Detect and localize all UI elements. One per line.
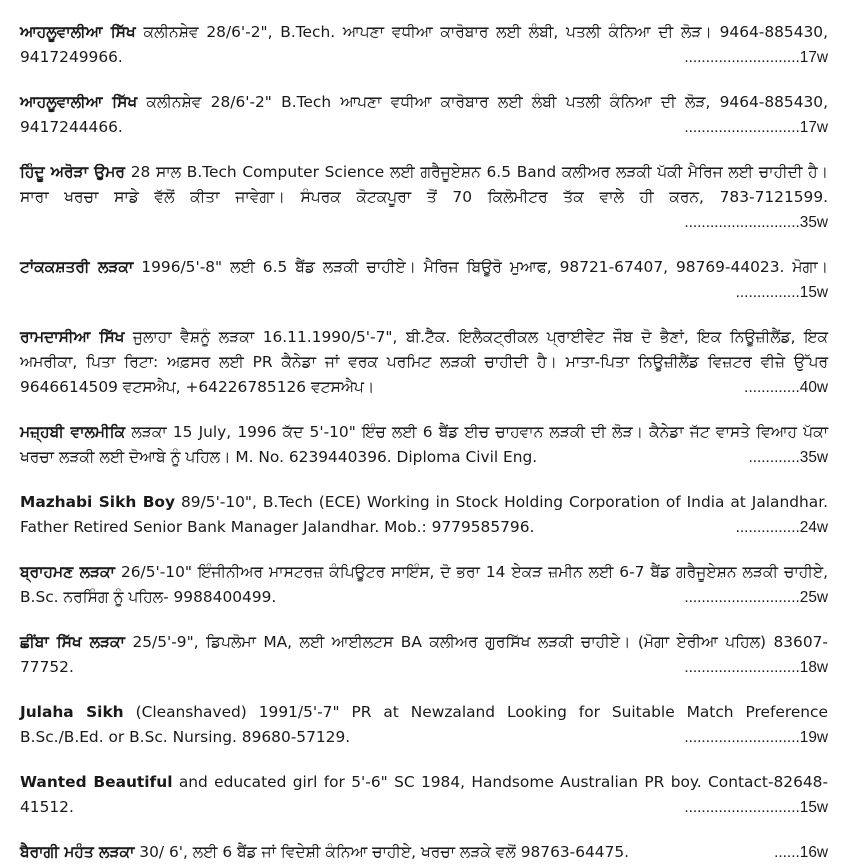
ad-text: 26/5'-10" ਇੰਜੀਨੀਅਰ ਮਾਸਟਰਜ਼ ਕੰਪਿਊਟਰ ਸਾਇੰਸ, ਦੋ ਭਰਾ 14 ਏਕੜ ਜ਼ਮੀਨ ਲਈ 6-7 ਬੈਂਡ ਗਰੈਜੂਏਸ਼ਨ ਲੜਕੀ ਚਾਹੀਏ, B.Sc. ਨਰਸਿੰਗ ਨੂੰ ਪਹਿਲ- 9988400499. [20, 563, 829, 606]
ad-word-count: ...........................19w [678, 725, 828, 750]
ad-text: ਕਲੀਨਸ਼ੇਵ 28/6'-2", B.Tech. ਆਪਣਾ ਵਧੀਆ ਕਾਰੋਬਾਰ ਲਈ ਲੰਬੀ, ਪਤਲੀ ਕੰਨਿਆ ਦੀ ਲੋੜ। 9464-885430, 9417249966. [20, 23, 828, 66]
ad-heading: ਰਾਮਦਾਸੀਆ ਸਿੱਖ [20, 328, 125, 346]
classified-ad [20, 90, 828, 140]
ad-heading: ਆਹਲੂਵਾਲੀਆ ਸਿੱਖ [20, 23, 136, 41]
ad-word-count: ...........................35w [678, 210, 828, 235]
ad-word-count: ...........................18w [678, 655, 828, 680]
ad-heading: Wanted Beautiful [20, 773, 173, 791]
ad-text: and educated girl for 5'-6" SC 1984, Handsome Australian PR boy. Contact-82648-41512. [20, 773, 829, 816]
ad-heading: ਛੀਂਬਾ ਸਿੱਖ ਲੜਕਾ [20, 633, 125, 651]
classified-ad [20, 420, 828, 470]
ad-text: 28 ਸਾਲ B.Tech Computer Science ਲਈ ਗਰੈਜੂਏਸ਼ਨ 6.5 Band ਕਲੀਅਰ ਲੜਕੀ ਪੱਕੀ ਮੈਰਿਜ ਲਈ ਚਾਹੀਦੀ ਹੈ। ਸਾਰਾ ਖਰਚਾ ਸਾਡੇ ਵੱਲੋਂ ਕੀਤਾ ਜਾਵੇਗਾ। ਸੰਪਰਕ ਕੋਟਕਪੂਰਾ ਤੋਂ 70 ਕਿਲੋਮੀਟਰ ਤੱਕ ਵਾਲੇ ਹੀ ਕਰਨ, 783-7121599. [20, 163, 829, 206]
classified-ad [20, 490, 828, 540]
ad-heading: ਹਿੰਦੂ ਅਰੋੜਾ ਉਮਰ [20, 163, 125, 181]
classified-ad [20, 255, 828, 305]
ad-heading: Julaha Sikh [20, 703, 124, 721]
ad-heading: ਬੈਰਾਗੀ ਮਹੰਤ ਲੜਕਾ [20, 843, 135, 861]
classified-ad [20, 325, 828, 400]
ad-heading: Mazhabi Sikh Boy [20, 493, 176, 511]
ad-heading: ਬ੍ਰਾਹਮਣ ਲੜਕਾ [20, 563, 115, 581]
ad-heading: ਟਾਂਕਕਸ਼ਤਰੀ ਲੜਕਾ [20, 258, 134, 276]
classified-ad [20, 700, 828, 750]
ad-word-count: ............35w [742, 445, 828, 470]
ad-word-count: ...............15w [730, 280, 828, 305]
classified-ad [20, 770, 828, 820]
ad-heading: ਆਹਲੂਵਾਲੀਆ ਸਿੱਖ [20, 93, 138, 111]
ad-word-count: ...............24w [730, 515, 828, 540]
ad-text: ਜੁਲਾਹਾ ਵੈਸ਼ਨੂੰ ਲੜਕਾ 16.11.1990/5'-7", ਬੀ.ਟੈੱਕ. ਇਲੈਕਟ੍ਰੀਕਲ ਪ੍ਰਾਈਵੇਟ ਜੌਬ ਦੋ ਭੈਣਾਂ, ਇਕ ਨਿਊਜ਼ੀਲੈਂਡ, ਇਕ ਅਮਰੀਕਾ, ਪਿਤਾ ਰਿਟਾ: ਅਫ਼ਸਰ ਲਈ PR ਕੈਨੇਡਾ ਜਾਂ ਵਰਕ ਪਰਮਿਟ ਲੜਕੀ ਚਾਹੀਦੀ ਹੈ। ਮਾਤਾ-ਪਿਤਾ ਨਿਊਜ਼ੀਲੈਂਡ ਵਿਜ਼ਟਰ ਵੀਜ਼ੇ ਉੱਪਰ 9646614509 ਵਟਸਐਪ, +64226785126 ਵਟਸਐਪ। [20, 328, 828, 396]
classified-ad [20, 560, 828, 610]
ad-word-count: ...........................15w [678, 795, 828, 820]
ad-text: ਲੜਕਾ 15 July, 1996 ਕੱਦ 5'-10" ਇੰਚ ਲਈ 6 ਬੈਂਡ ਈਚ ਚਾਹਵਾਨ ਲੜਕੀ ਦੀ ਲੋੜ। ਕੈਨੇਡਾ ਜੱਟ ਵਾਸਤੇ ਵਿਆਹ ਪੱਕਾ ਖਰਚਾ ਲੜਕੀ ਲਈ ਦੋਆਬੇ ਨੂੰ ਪਹਿਲ। M. No. 6239440396. Diploma Civil Eng. [20, 423, 828, 466]
ad-text: 30/ 6', ਲਈ 6 ਬੈਂਡ ਜਾਂ ਵਿਦੇਸ਼ੀ ਕੰਨਿਆ ਚਾਹੀਏ, ਖਰਚਾ ਲੜਕੇ ਵਲੋਂ 98763-64475. [134, 843, 630, 861]
classified-ad [20, 160, 828, 235]
ad-text: 1996/5'-8" ਲਈ 6.5 ਬੈਂਡ ਲੜਕੀ ਚਾਹੀਏ। ਮੈਰਿਜ ਬਿਊਰੋ ਮੁਆਫ, 98721-67407, 98769-44023. ਮੋਗਾ। [133, 258, 828, 276]
ad-word-count: ......16w [768, 840, 828, 865]
classified-ad [20, 840, 828, 865]
classified-ad [20, 20, 828, 70]
ad-text: 89/5'-10", B.Tech (ECE) Working in Stock Holding Corporation of India at Jalandhar. Father Retired Senior Bank Manager Jalandhar. Mob.: 9779585796. [20, 493, 828, 536]
classified-ad [20, 630, 828, 680]
ad-text: 25/5'-9", ਡਿਪਲੋਮਾ MA, ਲਈ ਆਈਲਟਸ BA ਕਲੀਅਰ ਗੁਰਸਿੱਖ ਲੜਕੀ ਚਾਹੀਏ। (ਮੋਗਾ ਏਰੀਆ ਪਹਿਲ) 83607-77752. [20, 633, 828, 676]
ad-word-count: ...........................25w [678, 585, 828, 610]
ad-heading: ਮਜ਼੍ਹਬੀ ਵਾਲਮੀਕਿ [20, 423, 126, 441]
ad-text: (Cleanshaved) 1991/5'-7" PR at Newzaland Looking for Suitable Match Preference B.Sc./B.Ed. or B.Sc. Nursing. 89680-57129. [20, 703, 828, 746]
ad-word-count: ...........................17w [678, 45, 828, 70]
ad-word-count: .............40w [738, 375, 828, 400]
ad-text: ਕਲੀਨਸ਼ੇਵ 28/6'-2" B.Tech ਆਪਣਾ ਵਧੀਆ ਕਾਰੋਬਾਰ ਲਈ ਲੰਬੀ ਪਤਲੀ ਕੰਨਿਆ ਦੀ ਲੋੜ, 9464-885430, 9417244466. [20, 93, 828, 136]
ad-word-count: ...........................17w [678, 115, 828, 140]
